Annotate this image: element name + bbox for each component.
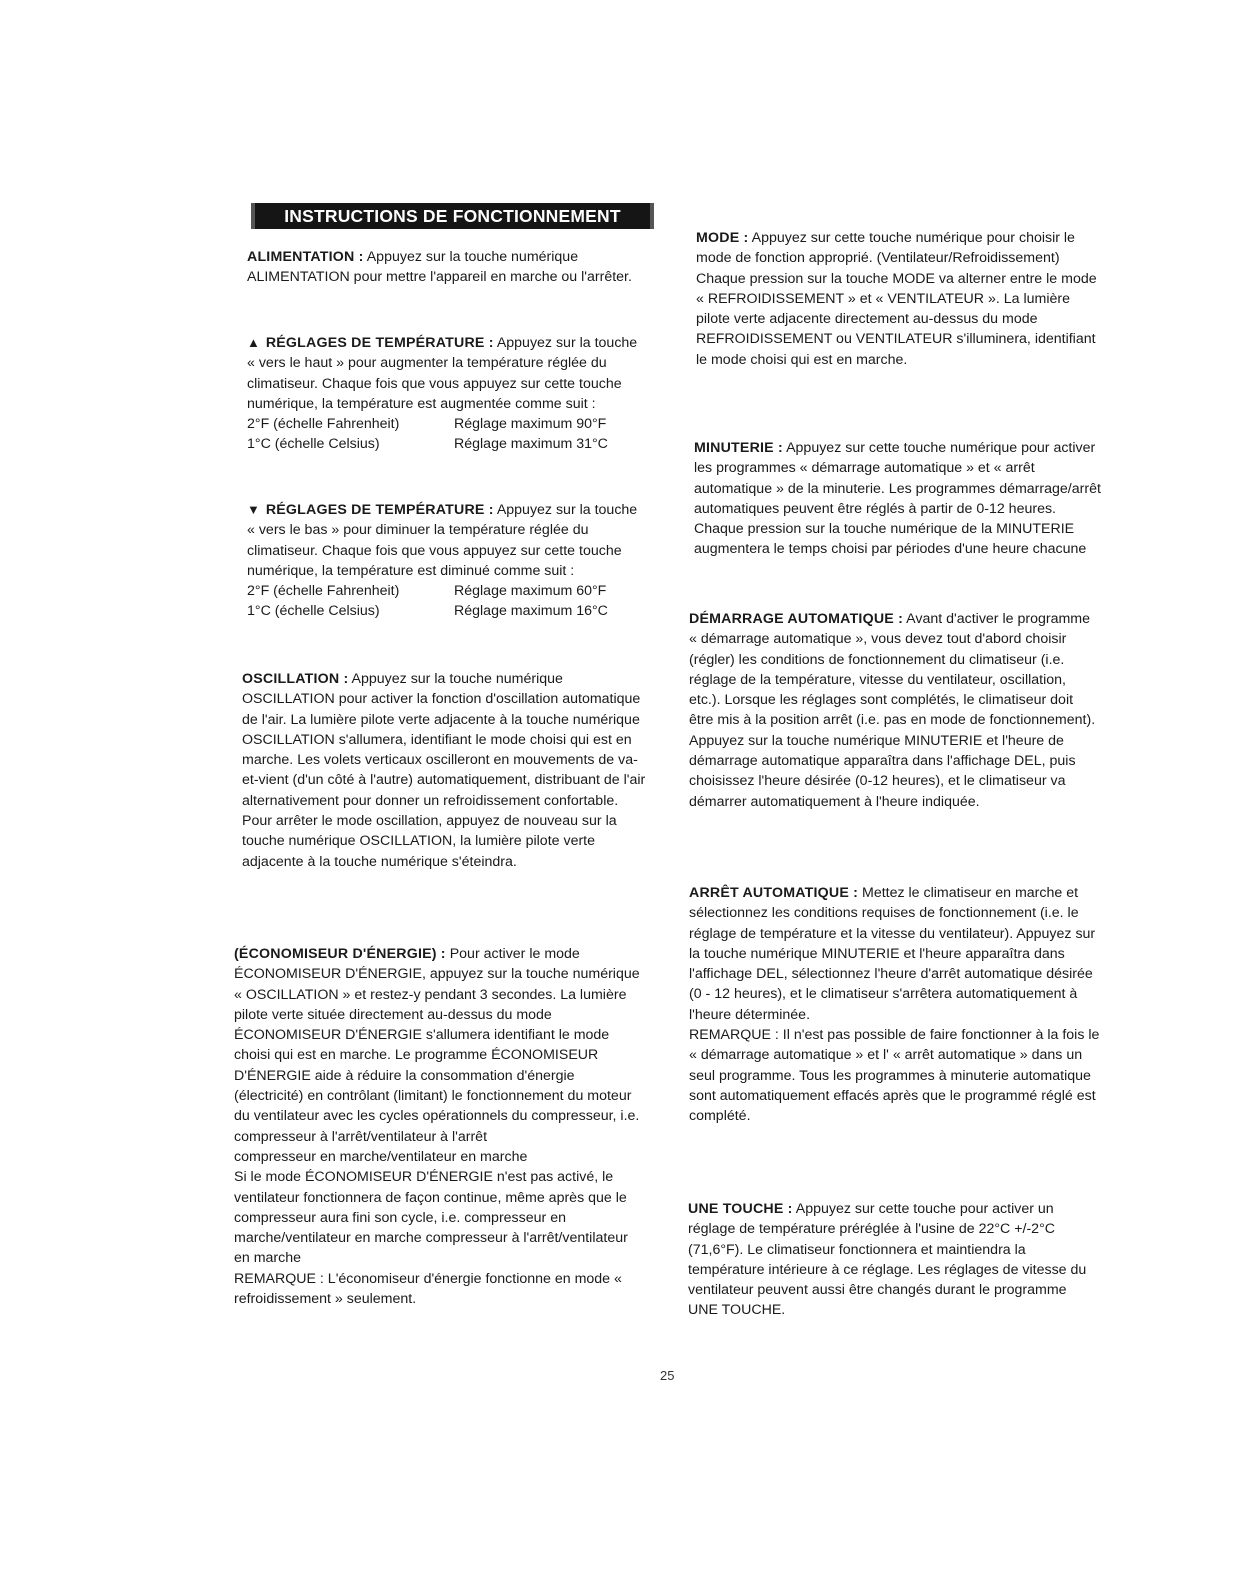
arret-text: Mettez le climatiseur en marche et sélectionnez les conditions requises de fonctionnement (i.e. le réglage de température et la vitesse du ventilateur). Appuyez sur la touche numérique MINUTERIE et l'heure apparaîtra dans l'affichage DEL, sélectionnez l'heure d'arrêt automatique désirée (0 - 12 heures), et le climatiseur s'arrêtera automatiquement à l'heure déterminée.: [689, 885, 1096, 1023]
temp-down-scale-c: 1°C (échelle Celsius): [247, 603, 380, 620]
temp-up-section: [247, 333, 647, 455]
temp-up-max-c: Réglage maximum 31°C: [454, 436, 608, 453]
temp-up-scale-c: 1°C (échelle Celsius): [247, 436, 380, 453]
temp-down-max-f: Réglage maximum 60°F: [454, 583, 607, 600]
mode-section: [696, 228, 1100, 370]
arrow-down-icon: ▼: [247, 502, 260, 517]
temp-up-heading: RÉGLAGES DE TEMPÉRATURE :: [265, 335, 494, 351]
demarrage-text: Avant d'activer le programme « démarrage automatique », vous devez tout d'abord choisir (régler) les conditions de fonctionnement du climatiseur (i.e. réglage de la température, vitesse du ventilateur, oscillation, etc.). Lorsque les réglages sont complétés, le climatiseur doit être mis à la position arrêt (i.e. pas en mode de fonctionnement). Appuyez sur la touche numérique MINUTERIE et l'heure de démarrage automatique apparaîtra dans l'affichage DEL, puis choisissez l'heure désirée (0-12 heures), et le climatiseur va démarrer automatiquement à l'heure indiquée.: [689, 611, 1096, 810]
temp-up-scale-f: 2°F (échelle Fahrenheit): [247, 416, 400, 433]
alimentation-heading: ALIMENTATION :: [247, 249, 364, 265]
temp-up-row-f: [247, 414, 647, 434]
arret-heading: ARRÊT AUTOMATIQUE :: [689, 885, 859, 901]
section-header: INSTRUCTIONS DE FONCTIONNEMENT: [251, 203, 654, 229]
temp-up-max-f: Réglage maximum 90°F: [454, 416, 607, 433]
temp-down-section: [247, 500, 647, 622]
temp-down-scale-f: 2°F (échelle Fahrenheit): [247, 583, 400, 600]
arrow-up-icon: ▲: [247, 335, 260, 350]
minuterie-text: Appuyez sur cette touche numérique pour activer les programmes « démarrage automatique » et « arrêt automatique » de la minuterie. Les programmes démarrage/arrêt automatiques peuvent être réglés à partir de 0-12 heures. Chaque pression sur la touche numérique de la MINUTERIE augmentera le temps choisi par périodes d'une heure chacune: [694, 440, 1101, 558]
temp-up-row-c: [247, 434, 647, 454]
arret-section: [689, 883, 1101, 1127]
economiseur-text: Pour activer le mode ÉCONOMISEUR D'ÉNERGIE, appuyez sur la touche numérique « OSCILLATION » et restez-y pendant 3 secondes. La lumière pilote verte située directement au-dessus du mode ÉCONOMISEUR D'ÉNERGIE s'allumera identifiant le mode choisi qui est en marche. Le programme ÉCONOMISEUR D'ÉNERGIE aide à réduire la consommation d'énergie (électricité) en contrôlant (limitant) le fonctionnement du moteur du ventilateur avec les cycles opérationnels du compresseur, i.e.: [234, 946, 640, 1125]
une-touche-section: [688, 1199, 1100, 1321]
minuterie-section: [694, 438, 1104, 560]
page-number: 25: [660, 1368, 675, 1383]
demarrage-section: [689, 609, 1101, 812]
arret-note: REMARQUE : Il n'est pas possible de faire fonctionner à la fois le « démarrage automatique » et l' « arrêt automatique » dans un seul programme. Tous les programmes à minuterie automatique sont automatiquement effacés après que le programmé réglé est complété.: [689, 1027, 1100, 1125]
une-touche-heading: UNE TOUCHE :: [688, 1201, 793, 1217]
alimentation-section: [247, 247, 647, 288]
oscillation-heading: OSCILLATION :: [242, 671, 349, 687]
temp-down-row-c: [247, 601, 647, 621]
temp-down-max-c: Réglage maximum 16°C: [454, 603, 608, 620]
une-touche-text: Appuyez sur cette touche pour activer un réglage de température préréglée à l'usine de 22°C +/-2°C (71,6°F). Le climatiseur fonctionnera et maintiendra la température intérieure à ce réglage. Les réglages de vitesse du ventilateur peuvent aussi être changés durant le programme UNE TOUCHE.: [688, 1201, 1087, 1319]
economiseur-line-1: compresseur à l'arrêt/ventilateur à l'arrêt: [234, 1128, 488, 1145]
economiseur-note: REMARQUE : L'économiseur d'énergie fonctionne en mode « refroidissement » seulement.: [234, 1270, 622, 1308]
temp-down-heading: RÉGLAGES DE TEMPÉRATURE :: [265, 502, 494, 518]
oscillation-text: Appuyez sur la touche numérique OSCILLATION pour activer la fonction d'oscillation automatique de l'air. La lumière pilote verte adjacente à la touche numérique OSCILLATION s'allumera, identifiant le mode choisi qui est en marche. Les volets verticaux oscilleront en mouvements de va-et-vient (d'un côté à l'autre) automatiquement, distribuant de l'air alternativement pour donner un refroidissement confortable. Pour arrêter le mode oscillation, appuyez de nouveau sur la touche numérique OSCILLATION, la lumière pilote verte adjacente à la touche numérique s'éteindra.: [242, 671, 646, 870]
economiseur-line-2: compresseur en marche/ventilateur en marche: [234, 1148, 528, 1165]
demarrage-heading: DÉMARRAGE AUTOMATIQUE :: [689, 611, 903, 627]
economiseur-text-2: Si le mode ÉCONOMISEUR D'ÉNERGIE n'est pas activé, le ventilateur fonctionnera de façon continue, même après que le compresseur aura fini son cycle, i.e. compresseur en marche/ventilateur en marche compresseur à l'arrêt/ventilateur en marche: [234, 1169, 628, 1267]
economiseur-heading: (ÉCONOMISEUR D'ÉNERGIE) :: [234, 946, 446, 962]
oscillation-section: [242, 669, 652, 872]
temp-down-text: Appuyez sur la touche « vers le bas » pour diminuer la température réglée du climatiseur. Chaque fois que vous appuyez sur cette touche numérique, la température est diminué comme suit :: [247, 502, 638, 579]
economiseur-section: [234, 944, 646, 1309]
mode-heading: MODE :: [696, 230, 749, 246]
minuterie-heading: MINUTERIE :: [694, 440, 783, 456]
temp-up-text: Appuyez sur la touche « vers le haut » pour augmenter la température réglée du climatiseur. Chaque fois que vous appuyez sur cette touche numérique, la température est augmentée comme suit :: [247, 335, 638, 412]
temp-down-row-f: [247, 581, 647, 601]
alimentation-text: Appuyez sur la touche numérique ALIMENTATION pour mettre l'appareil en marche ou l'arrêter.: [247, 249, 632, 286]
mode-text: Appuyez sur cette touche numérique pour choisir le mode de fonction approprié. (Ventilateur/Refroidissement) Chaque pression sur la touche MODE va alterner entre le mode « REFROIDISSEMENT » et « VENTILATEUR ». La lumière pilote verte adjacente directement au-dessus du mode REFROIDISSEMENT ou VENTILATEUR s'illuminera, identifiant le mode choisi qui est en marche.: [696, 230, 1097, 368]
